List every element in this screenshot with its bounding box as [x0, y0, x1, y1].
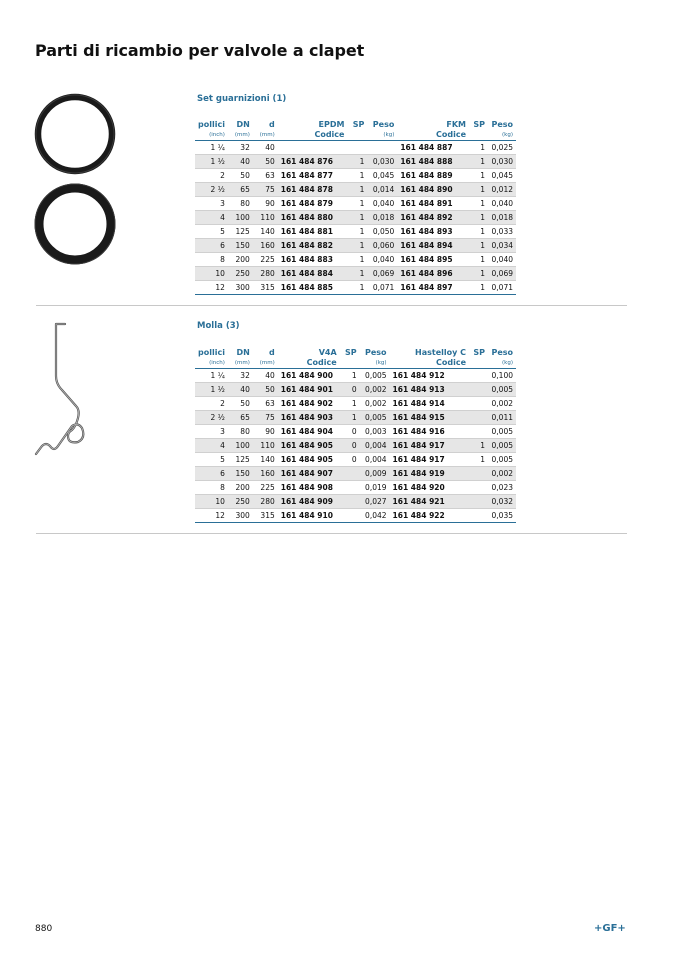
table-row — [195, 509, 516, 523]
cell-d: 63 — [253, 397, 278, 411]
table-row — [195, 383, 516, 397]
col-codice-2: Codice — [390, 358, 469, 369]
cell-inch: 1 ¼ — [195, 369, 228, 383]
cell-inch: 8 — [195, 481, 228, 495]
cell-sp1 — [340, 495, 360, 509]
table-row — [195, 439, 516, 453]
cell-w2: 0,040 — [488, 197, 516, 211]
cell-sp2: 1 — [469, 211, 488, 225]
cell-d: 110 — [253, 211, 278, 225]
table-row — [195, 453, 516, 467]
cell-w1: 0,027 — [360, 495, 390, 509]
cell-code1: 161 484 904 — [278, 425, 340, 439]
col-d: d — [269, 348, 275, 357]
cell-w2: 0,002 — [488, 467, 516, 481]
cell-w2: 0,045 — [488, 169, 516, 183]
cell-w1: 0,019 — [360, 481, 390, 495]
table-row — [195, 411, 516, 425]
cell-d: 280 — [253, 495, 278, 509]
unit-inch: (inch) — [195, 130, 228, 141]
cell-sp1: 1 — [347, 225, 367, 239]
cell-sp1: 1 — [347, 253, 367, 267]
cell-w2: 0,100 — [488, 369, 516, 383]
unit-kg: (kg) — [367, 130, 397, 141]
unit-kg: (kg) — [360, 358, 390, 369]
cell-code1: 161 484 901 — [278, 383, 340, 397]
cell-dn: 80 — [228, 425, 253, 439]
cell-code2: 161 484 915 — [390, 411, 469, 425]
col-material-1: EPDM — [318, 120, 345, 129]
cell-inch: 1 ½ — [195, 383, 228, 397]
col-dn: DN — [236, 120, 250, 129]
cell-w1: 0,040 — [367, 253, 397, 267]
cell-code1: 161 484 879 — [278, 197, 348, 211]
cell-dn: 40 — [228, 383, 253, 397]
cell-dn: 125 — [228, 453, 253, 467]
cell-code2: 161 484 889 — [397, 169, 469, 183]
cell-dn: 40 — [228, 155, 253, 169]
cell-sp1: 1 — [347, 155, 367, 169]
cell-code2: 161 484 921 — [390, 495, 469, 509]
cell-code2: 161 484 920 — [390, 481, 469, 495]
cell-code2: 161 484 887 — [397, 141, 469, 155]
cell-code2: 161 484 893 — [397, 225, 469, 239]
cell-d: 40 — [253, 141, 278, 155]
cell-code1: 161 484 905 — [278, 439, 340, 453]
cell-code1: 161 484 902 — [278, 397, 340, 411]
cell-inch: 6 — [195, 467, 228, 481]
table-row — [195, 197, 516, 211]
cell-sp2: 1 — [469, 281, 488, 295]
cell-sp2: 1 — [469, 183, 488, 197]
cell-sp1: 1 — [347, 267, 367, 281]
cell-code1: 161 484 905 — [278, 453, 340, 467]
cell-inch: 5 — [195, 225, 228, 239]
cell-code1: 161 484 882 — [278, 239, 348, 253]
cell-code2: 161 484 917 — [390, 439, 469, 453]
cell-w1: 0,005 — [360, 369, 390, 383]
cell-code1: 161 484 885 — [278, 281, 348, 295]
cell-inch: 2 — [195, 169, 228, 183]
cell-w2: 0,035 — [488, 509, 516, 523]
cell-code1: 161 484 877 — [278, 169, 348, 183]
o-ring-large-image — [33, 182, 117, 266]
cell-code2: 161 484 892 — [397, 211, 469, 225]
col-peso-1: Peso — [364, 348, 387, 357]
cell-code2: 161 484 894 — [397, 239, 469, 253]
cell-w2: 0,069 — [488, 267, 516, 281]
col-material-2: FKM — [446, 120, 467, 129]
cell-inch: 1 ½ — [195, 155, 228, 169]
cell-w2: 0,071 — [488, 281, 516, 295]
cell-w2: 0,012 — [488, 183, 516, 197]
col-codice-1: Codice — [278, 130, 348, 141]
cell-d: 75 — [253, 183, 278, 197]
cell-inch: 2 ½ — [195, 411, 228, 425]
cell-sp2: 1 — [469, 239, 488, 253]
table-row — [195, 169, 516, 183]
cell-code2: 161 484 888 — [397, 155, 469, 169]
cell-w2: 0,032 — [488, 495, 516, 509]
cell-d: 40 — [253, 369, 278, 383]
table-row — [195, 155, 516, 169]
cell-code1: 161 484 910 — [278, 509, 340, 523]
cell-w2: 0,002 — [488, 397, 516, 411]
col-codice-1: Codice — [278, 358, 340, 369]
cell-w1: 0,004 — [360, 453, 390, 467]
table-row — [195, 225, 516, 239]
section-divider — [36, 533, 627, 534]
col-peso-2: Peso — [491, 348, 513, 357]
cell-w2: 0,018 — [488, 211, 516, 225]
cell-code2: 161 484 922 — [390, 509, 469, 523]
table-row — [195, 495, 516, 509]
cell-dn: 250 — [228, 267, 253, 281]
cell-w2: 0,033 — [488, 225, 516, 239]
cell-code1: 161 484 903 — [278, 411, 340, 425]
cell-w2: 0,034 — [488, 239, 516, 253]
cell-sp1: 1 — [340, 397, 360, 411]
cell-sp2 — [469, 495, 488, 509]
cell-inch: 12 — [195, 281, 228, 295]
cell-w1: 0,003 — [360, 425, 390, 439]
cell-dn: 125 — [228, 225, 253, 239]
cell-sp2 — [469, 481, 488, 495]
cell-w1 — [367, 141, 397, 155]
cell-sp1 — [347, 141, 367, 155]
cell-dn: 65 — [228, 183, 253, 197]
cell-w2: 0,005 — [488, 439, 516, 453]
cell-dn: 200 — [228, 253, 253, 267]
cell-inch: 12 — [195, 509, 228, 523]
cell-w1: 0,050 — [367, 225, 397, 239]
gasket-section-title: Set guarnizioni (1) — [197, 94, 287, 104]
cell-sp1 — [340, 467, 360, 481]
cell-w2: 0,005 — [488, 425, 516, 439]
cell-inch: 2 — [195, 397, 228, 411]
cell-d: 160 — [253, 467, 278, 481]
cell-sp1: 1 — [340, 411, 360, 425]
cell-w1: 0,018 — [367, 211, 397, 225]
col-pollici: pollici — [198, 348, 225, 357]
cell-dn: 100 — [228, 211, 253, 225]
cell-sp1: 0 — [340, 383, 360, 397]
cell-w1: 0,060 — [367, 239, 397, 253]
cell-inch: 2 ½ — [195, 183, 228, 197]
cell-d: 225 — [253, 253, 278, 267]
cell-sp2: 1 — [469, 141, 488, 155]
cell-code2: 161 484 914 — [390, 397, 469, 411]
cell-sp2 — [469, 509, 488, 523]
cell-code1: 161 484 909 — [278, 495, 340, 509]
cell-inch: 5 — [195, 453, 228, 467]
col-material-2: Hastelloy C — [415, 348, 467, 357]
cell-sp1: 1 — [340, 369, 360, 383]
cell-sp2: 1 — [469, 225, 488, 239]
cell-d: 63 — [253, 169, 278, 183]
cell-w1: 0,069 — [367, 267, 397, 281]
unit-kg: (kg) — [488, 130, 516, 141]
col-sp-2: SP — [473, 120, 485, 129]
table-row — [195, 253, 516, 267]
col-dn: DN — [236, 348, 250, 357]
cell-sp2: 1 — [469, 253, 488, 267]
cell-sp2 — [469, 397, 488, 411]
cell-dn: 50 — [228, 169, 253, 183]
cell-inch: 10 — [195, 267, 228, 281]
cell-d: 160 — [253, 239, 278, 253]
cell-sp1: 1 — [347, 211, 367, 225]
cell-code2: 161 484 890 — [397, 183, 469, 197]
cell-sp2 — [469, 425, 488, 439]
cell-w2: 0,023 — [488, 481, 516, 495]
cell-sp2: 1 — [469, 453, 488, 467]
cell-d: 315 — [253, 281, 278, 295]
cell-w2: 0,005 — [488, 453, 516, 467]
cell-inch: 6 — [195, 239, 228, 253]
cell-dn: 250 — [228, 495, 253, 509]
cell-d: 225 — [253, 481, 278, 495]
spring-section-title: Molla (3) — [197, 321, 240, 331]
cell-code1: 161 484 883 — [278, 253, 348, 267]
table-row — [195, 481, 516, 495]
cell-sp2: 1 — [469, 197, 488, 211]
cell-code2: 161 484 897 — [397, 281, 469, 295]
cell-dn: 300 — [228, 281, 253, 295]
col-codice-2: Codice — [397, 130, 469, 141]
cell-sp1: 0 — [340, 453, 360, 467]
cell-inch: 10 — [195, 495, 228, 509]
unit-kg: (kg) — [488, 358, 516, 369]
table-row — [195, 183, 516, 197]
cell-code2: 161 484 895 — [397, 253, 469, 267]
cell-inch: 4 — [195, 439, 228, 453]
cell-inch: 3 — [195, 197, 228, 211]
col-d: d — [269, 120, 275, 129]
cell-d: 90 — [253, 425, 278, 439]
cell-w1: 0,002 — [360, 383, 390, 397]
table-row — [195, 141, 516, 155]
cell-dn: 32 — [228, 141, 253, 155]
o-ring-image — [33, 92, 117, 176]
cell-sp2: 1 — [469, 267, 488, 281]
cell-w1: 0,002 — [360, 397, 390, 411]
unit-mm: (mm) — [253, 358, 278, 369]
unit-mm: (mm) — [228, 358, 253, 369]
cell-dn: 150 — [228, 239, 253, 253]
cell-inch: 3 — [195, 425, 228, 439]
col-sp-1: SP — [344, 348, 357, 357]
cell-dn: 150 — [228, 467, 253, 481]
cell-w1: 0,045 — [367, 169, 397, 183]
cell-sp1 — [340, 509, 360, 523]
cell-dn: 65 — [228, 411, 253, 425]
table-row — [195, 425, 516, 439]
table-row — [195, 397, 516, 411]
cell-d: 315 — [253, 509, 278, 523]
cell-w1: 0,014 — [367, 183, 397, 197]
table-row — [195, 239, 516, 253]
cell-w1: 0,042 — [360, 509, 390, 523]
cell-sp1: 1 — [347, 169, 367, 183]
cell-code1: 161 484 908 — [278, 481, 340, 495]
cell-sp1: 1 — [347, 281, 367, 295]
cell-w1: 0,071 — [367, 281, 397, 295]
cell-code1: 161 484 878 — [278, 183, 348, 197]
cell-inch: 1 ¼ — [195, 141, 228, 155]
cell-d: 75 — [253, 411, 278, 425]
cell-code1 — [278, 141, 348, 155]
col-pollici: pollici — [198, 120, 225, 129]
cell-w1: 0,030 — [367, 155, 397, 169]
table-row — [195, 211, 516, 225]
unit-mm: (mm) — [228, 130, 253, 141]
cell-sp2 — [469, 467, 488, 481]
unit-mm: (mm) — [253, 130, 278, 141]
col-sp-2: SP — [473, 348, 485, 357]
table-row — [195, 267, 516, 281]
cell-d: 50 — [253, 383, 278, 397]
cell-sp2: 1 — [469, 169, 488, 183]
cell-code2: 161 484 913 — [390, 383, 469, 397]
cell-sp1: 0 — [340, 439, 360, 453]
cell-sp1 — [340, 481, 360, 495]
cell-code2: 161 484 896 — [397, 267, 469, 281]
gf-logo: +GF+ — [594, 923, 626, 934]
unit-inch: (inch) — [195, 358, 228, 369]
cell-d: 140 — [253, 453, 278, 467]
cell-inch: 8 — [195, 253, 228, 267]
gasket-table — [195, 120, 516, 295]
cell-w1: 0,005 — [360, 411, 390, 425]
cell-dn: 100 — [228, 439, 253, 453]
cell-code1: 161 484 876 — [278, 155, 348, 169]
cell-sp2 — [469, 383, 488, 397]
cell-dn: 32 — [228, 369, 253, 383]
cell-w1: 0,004 — [360, 439, 390, 453]
cell-d: 110 — [253, 439, 278, 453]
cell-d: 90 — [253, 197, 278, 211]
cell-w2: 0,005 — [488, 383, 516, 397]
cell-inch: 4 — [195, 211, 228, 225]
cell-code1: 161 484 907 — [278, 467, 340, 481]
cell-sp1: 1 — [347, 197, 367, 211]
cell-w2: 0,030 — [488, 155, 516, 169]
table-row — [195, 467, 516, 481]
page-title: Parti di ricambio per valvole a clapet — [35, 41, 365, 60]
cell-sp1: 1 — [347, 183, 367, 197]
cell-code1: 161 484 881 — [278, 225, 348, 239]
table-row — [195, 369, 516, 383]
table-row — [195, 281, 516, 295]
col-material-1: V4A — [318, 348, 337, 357]
spring-image — [32, 318, 104, 474]
cell-code1: 161 484 884 — [278, 267, 348, 281]
cell-code1: 161 484 880 — [278, 211, 348, 225]
cell-d: 140 — [253, 225, 278, 239]
cell-dn: 50 — [228, 397, 253, 411]
cell-sp2: 1 — [469, 439, 488, 453]
col-sp-1: SP — [352, 120, 365, 129]
spring-table — [195, 348, 516, 523]
cell-code2: 161 484 919 — [390, 467, 469, 481]
cell-code2: 161 484 917 — [390, 453, 469, 467]
cell-w2: 0,040 — [488, 253, 516, 267]
cell-sp2: 1 — [469, 155, 488, 169]
cell-code1: 161 484 900 — [278, 369, 340, 383]
cell-d: 50 — [253, 155, 278, 169]
cell-dn: 80 — [228, 197, 253, 211]
cell-w1: 0,009 — [360, 467, 390, 481]
cell-sp1: 1 — [347, 239, 367, 253]
cell-sp1: 0 — [340, 425, 360, 439]
cell-w2: 0,025 — [488, 141, 516, 155]
section-divider — [36, 305, 627, 306]
page-number: 880 — [35, 924, 53, 934]
cell-code2: 161 484 912 — [390, 369, 469, 383]
cell-w2: 0,011 — [488, 411, 516, 425]
cell-dn: 200 — [228, 481, 253, 495]
cell-sp2 — [469, 411, 488, 425]
cell-d: 280 — [253, 267, 278, 281]
col-peso-2: Peso — [491, 120, 513, 129]
cell-code2: 161 484 891 — [397, 197, 469, 211]
cell-sp2 — [469, 369, 488, 383]
cell-dn: 300 — [228, 509, 253, 523]
col-peso-1: Peso — [372, 120, 395, 129]
cell-w1: 0,040 — [367, 197, 397, 211]
cell-code2: 161 484 916 — [390, 425, 469, 439]
